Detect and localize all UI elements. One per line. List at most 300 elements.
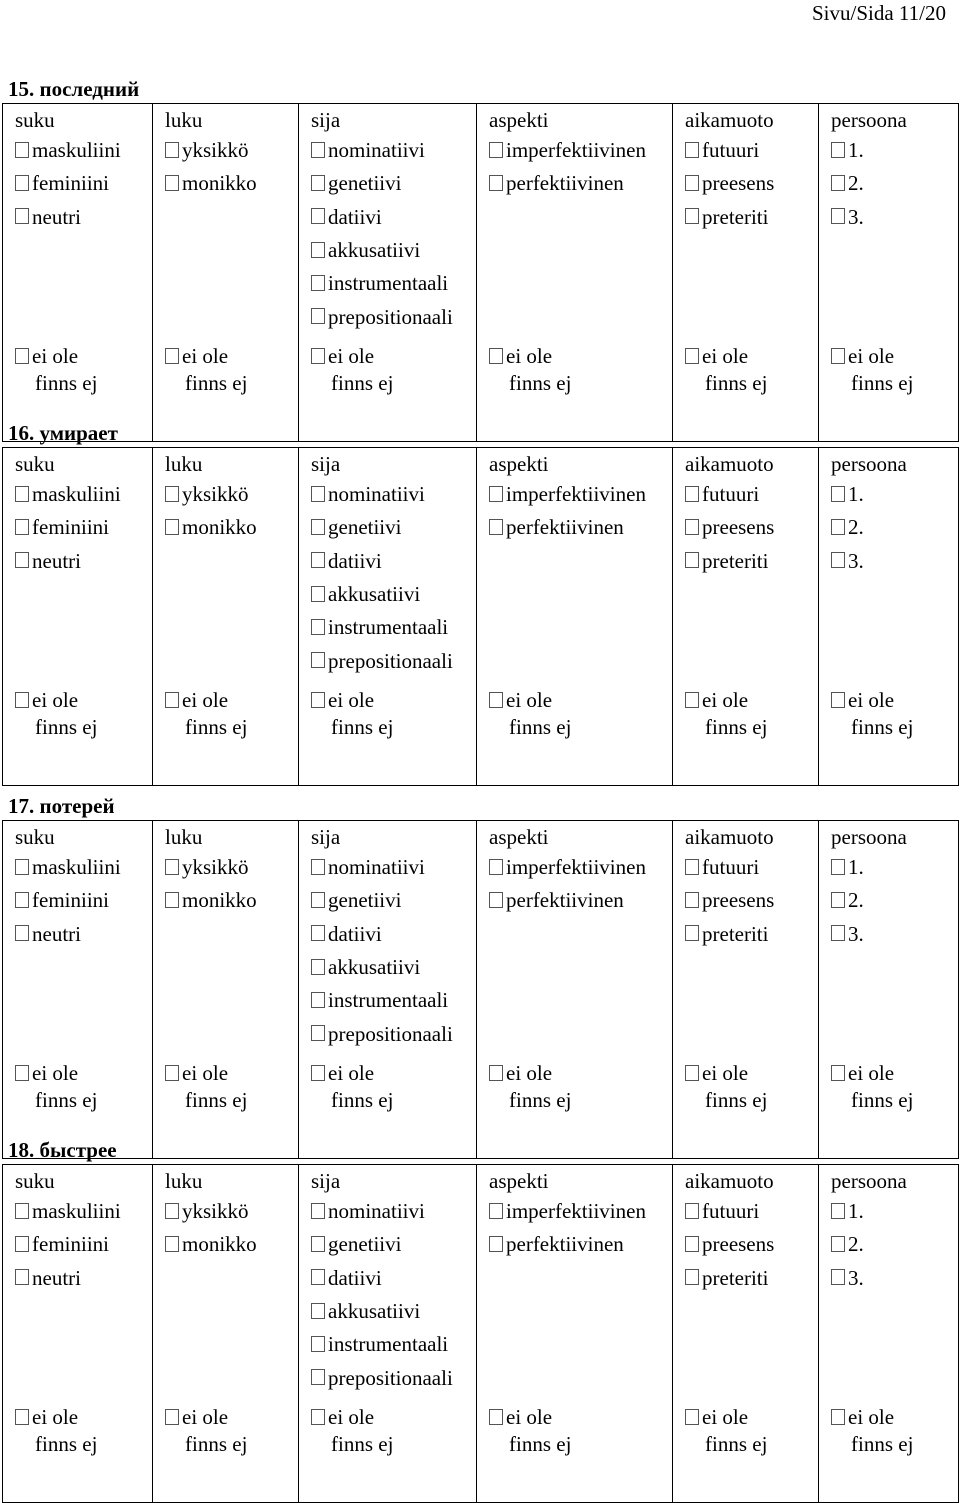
checkbox[interactable] bbox=[311, 1065, 325, 1081]
option-3[interactable] bbox=[831, 918, 958, 951]
checkbox[interactable] bbox=[165, 142, 179, 158]
not-applicable-option[interactable] bbox=[685, 1060, 767, 1114]
not-applicable-option[interactable] bbox=[831, 687, 913, 741]
checkbox[interactable] bbox=[685, 859, 699, 875]
checkbox[interactable] bbox=[311, 1336, 325, 1352]
checkbox[interactable] bbox=[165, 348, 179, 364]
checkbox[interactable] bbox=[831, 1203, 845, 1219]
not-applicable-option[interactable] bbox=[15, 343, 97, 397]
not-applicable-option[interactable] bbox=[311, 1060, 393, 1114]
not-applicable-option[interactable] bbox=[489, 687, 571, 741]
option-neutri[interactable] bbox=[15, 1262, 152, 1295]
checkbox[interactable] bbox=[165, 1409, 179, 1425]
not-applicable-label-fi: ei ole bbox=[182, 1405, 229, 1429]
option-label: nominatiivi bbox=[328, 855, 425, 880]
option-label: 1. bbox=[848, 1199, 864, 1224]
checkbox[interactable] bbox=[311, 652, 325, 668]
option-label: prepositionaali bbox=[328, 1365, 453, 1390]
option-instrumentaali[interactable] bbox=[311, 1328, 476, 1361]
option-futuuri[interactable] bbox=[685, 478, 818, 511]
checkbox[interactable] bbox=[165, 692, 179, 708]
option-neutri[interactable] bbox=[15, 545, 152, 578]
checkbox[interactable] bbox=[15, 142, 29, 158]
not-applicable-label-sv: finns ej bbox=[851, 1432, 914, 1456]
checkbox[interactable] bbox=[831, 1269, 845, 1285]
not-applicable-label-sv: finns ej bbox=[185, 1432, 248, 1456]
checkbox[interactable] bbox=[15, 486, 29, 502]
checkbox[interactable] bbox=[311, 992, 325, 1008]
option-2[interactable] bbox=[831, 1228, 958, 1261]
not-applicable-label-sv: finns ej bbox=[35, 715, 98, 739]
checkbox[interactable] bbox=[685, 348, 699, 364]
column-header: aikamuoto bbox=[685, 825, 774, 849]
option-2[interactable] bbox=[831, 884, 958, 917]
not-applicable-option[interactable] bbox=[685, 343, 767, 397]
checkbox[interactable] bbox=[685, 486, 699, 502]
option-nominatiivi[interactable] bbox=[311, 478, 476, 511]
not-applicable-option[interactable] bbox=[489, 1404, 571, 1458]
checkbox[interactable] bbox=[15, 692, 29, 708]
not-applicable-label-fi: ei ole bbox=[702, 688, 749, 712]
option-feminiini[interactable] bbox=[15, 511, 152, 544]
not-applicable-label-sv: finns ej bbox=[185, 1088, 248, 1112]
option-genetiivi[interactable] bbox=[311, 167, 476, 200]
option-label: feminiini bbox=[32, 171, 109, 196]
checkbox[interactable] bbox=[311, 308, 325, 324]
checkbox[interactable] bbox=[165, 519, 179, 535]
checkbox[interactable] bbox=[489, 519, 503, 535]
grammar-table bbox=[2, 447, 959, 786]
option-nominatiivi[interactable] bbox=[311, 134, 476, 167]
checkbox[interactable] bbox=[685, 692, 699, 708]
column-header: persoona bbox=[831, 825, 907, 849]
option-label: futuuri bbox=[702, 1199, 760, 1224]
option-3[interactable] bbox=[831, 545, 958, 578]
not-applicable-label-fi: ei ole bbox=[328, 1061, 375, 1085]
option-genetiivi[interactable] bbox=[311, 1228, 476, 1261]
not-applicable-label-sv: finns ej bbox=[705, 1088, 768, 1112]
checkbox[interactable] bbox=[685, 1409, 699, 1425]
not-applicable-label-sv: finns ej bbox=[35, 1432, 98, 1456]
checkbox[interactable] bbox=[685, 175, 699, 191]
not-applicable-label-fi: ei ole bbox=[32, 344, 79, 368]
option-label: genetiivi bbox=[328, 171, 402, 196]
option-label: yksikkö bbox=[182, 138, 249, 163]
not-applicable-label-fi: ei ole bbox=[506, 688, 553, 712]
option-akkusatiivi[interactable] bbox=[311, 1295, 476, 1328]
checkbox[interactable] bbox=[311, 242, 325, 258]
option-akkusatiivi[interactable] bbox=[311, 578, 476, 611]
not-applicable-option[interactable] bbox=[831, 343, 913, 397]
checkbox[interactable] bbox=[311, 519, 325, 535]
checkbox[interactable] bbox=[165, 859, 179, 875]
not-applicable-option[interactable] bbox=[311, 687, 393, 741]
option-futuuri[interactable] bbox=[685, 134, 818, 167]
option-label: perfektiivinen bbox=[506, 888, 624, 913]
not-applicable-label-sv: finns ej bbox=[35, 371, 98, 395]
option-preesens[interactable] bbox=[685, 884, 818, 917]
checkbox[interactable] bbox=[831, 175, 845, 191]
checkbox[interactable] bbox=[685, 1236, 699, 1252]
checkbox[interactable] bbox=[311, 859, 325, 875]
option-imperfektiivinen[interactable] bbox=[489, 134, 672, 167]
not-applicable-label-sv: finns ej bbox=[509, 1088, 572, 1112]
checkbox[interactable] bbox=[15, 892, 29, 908]
checkbox[interactable] bbox=[831, 552, 845, 568]
option-preteriti[interactable] bbox=[685, 1262, 818, 1295]
option-genetiivi[interactable] bbox=[311, 884, 476, 917]
not-applicable-option[interactable] bbox=[311, 1404, 393, 1458]
not-applicable-label-sv: finns ej bbox=[331, 715, 394, 739]
not-applicable-option[interactable] bbox=[831, 1404, 913, 1458]
not-applicable-label-fi: ei ole bbox=[848, 688, 895, 712]
checkbox[interactable] bbox=[15, 925, 29, 941]
option-datiivi[interactable] bbox=[311, 545, 476, 578]
checkbox[interactable] bbox=[489, 486, 503, 502]
checkbox[interactable] bbox=[311, 619, 325, 635]
checkbox[interactable] bbox=[489, 859, 503, 875]
not-applicable-option[interactable] bbox=[15, 1404, 97, 1458]
checkbox[interactable] bbox=[15, 1065, 29, 1081]
checkbox[interactable] bbox=[165, 1203, 179, 1219]
not-applicable-label-sv: finns ej bbox=[705, 371, 768, 395]
not-applicable-label-fi: ei ole bbox=[32, 688, 79, 712]
checkbox[interactable] bbox=[685, 142, 699, 158]
not-applicable-option[interactable] bbox=[831, 1060, 913, 1114]
checkbox[interactable] bbox=[489, 692, 503, 708]
column-header: persoona bbox=[831, 108, 907, 132]
option-preesens[interactable] bbox=[685, 167, 818, 200]
option-instrumentaali[interactable] bbox=[311, 267, 476, 300]
not-applicable-option[interactable] bbox=[165, 1060, 247, 1114]
checkbox[interactable] bbox=[685, 1203, 699, 1219]
option-futuuri[interactable] bbox=[685, 1195, 818, 1228]
not-applicable-option[interactable] bbox=[15, 1060, 97, 1114]
option-label: perfektiivinen bbox=[506, 171, 624, 196]
option-label: preteriti bbox=[702, 1265, 769, 1290]
checkbox[interactable] bbox=[489, 1236, 503, 1252]
column-aspekti bbox=[477, 448, 673, 786]
column-header: luku bbox=[165, 108, 203, 132]
option-yksikk[interactable] bbox=[165, 478, 298, 511]
checkbox[interactable] bbox=[165, 175, 179, 191]
column-luku bbox=[153, 821, 299, 1159]
option-label: instrumentaali bbox=[328, 988, 449, 1013]
checkbox[interactable] bbox=[15, 1203, 29, 1219]
checkbox[interactable] bbox=[685, 552, 699, 568]
checkbox[interactable] bbox=[15, 175, 29, 191]
option-label: yksikkö bbox=[182, 855, 249, 880]
option-imperfektiivinen[interactable] bbox=[489, 478, 672, 511]
grammar-table bbox=[2, 1164, 959, 1503]
checkbox[interactable] bbox=[311, 1369, 325, 1385]
section-title: 18. быстрее bbox=[8, 1138, 117, 1162]
option-maskuliini[interactable] bbox=[15, 134, 152, 167]
option-label: maskuliini bbox=[32, 1199, 121, 1224]
checkbox[interactable] bbox=[15, 519, 29, 535]
option-2[interactable] bbox=[831, 167, 958, 200]
checkbox[interactable] bbox=[311, 175, 325, 191]
option-label: maskuliini bbox=[32, 482, 121, 507]
checkbox[interactable] bbox=[489, 1065, 503, 1081]
section-title: 16. умирает bbox=[8, 421, 118, 445]
option-futuuri[interactable] bbox=[685, 851, 818, 884]
option-instrumentaali[interactable] bbox=[311, 611, 476, 644]
checkbox[interactable] bbox=[831, 1065, 845, 1081]
checkbox[interactable] bbox=[15, 1409, 29, 1425]
option-label: 3. bbox=[848, 921, 864, 946]
checkbox[interactable] bbox=[831, 859, 845, 875]
column-suku bbox=[3, 104, 153, 442]
checkbox[interactable] bbox=[489, 892, 503, 908]
checkbox[interactable] bbox=[311, 925, 325, 941]
not-applicable-label-fi: ei ole bbox=[328, 344, 375, 368]
checkbox[interactable] bbox=[831, 486, 845, 502]
checkbox[interactable] bbox=[15, 348, 29, 364]
option-genetiivi[interactable] bbox=[311, 511, 476, 544]
checkbox[interactable] bbox=[311, 1236, 325, 1252]
option-perfektiivinen[interactable] bbox=[489, 167, 672, 200]
option-label: yksikkö bbox=[182, 1199, 249, 1224]
option-datiivi[interactable] bbox=[311, 1262, 476, 1295]
column-header: aikamuoto bbox=[685, 452, 774, 476]
checkbox[interactable] bbox=[685, 519, 699, 535]
option-preteriti[interactable] bbox=[685, 918, 818, 951]
checkbox[interactable] bbox=[311, 348, 325, 364]
option-label: akkusatiivi bbox=[328, 955, 421, 980]
checkbox[interactable] bbox=[831, 692, 845, 708]
checkbox[interactable] bbox=[311, 1409, 325, 1425]
option-label: 3. bbox=[848, 204, 864, 229]
option-datiivi[interactable] bbox=[311, 918, 476, 951]
option-label: akkusatiivi bbox=[328, 1299, 421, 1324]
column-header: aspekti bbox=[489, 452, 549, 476]
option-label: futuuri bbox=[702, 482, 760, 507]
checkbox[interactable] bbox=[311, 486, 325, 502]
option-nominatiivi[interactable] bbox=[311, 1195, 476, 1228]
column-aikamuoto bbox=[673, 821, 819, 1159]
option-perfektiivinen[interactable] bbox=[489, 884, 672, 917]
option-label: genetiivi bbox=[328, 888, 402, 913]
checkbox[interactable] bbox=[15, 1269, 29, 1285]
column-sija bbox=[299, 448, 477, 786]
not-applicable-option[interactable] bbox=[489, 1060, 571, 1114]
option-label: datiivi bbox=[328, 921, 382, 946]
column-persoona bbox=[819, 448, 959, 786]
option-monikko[interactable] bbox=[165, 511, 298, 544]
column-header: suku bbox=[15, 1169, 55, 1193]
grammar-table bbox=[2, 103, 959, 442]
section-title: 17. потерей bbox=[8, 794, 115, 818]
option-label: datiivi bbox=[328, 1265, 382, 1290]
option-nominatiivi[interactable] bbox=[311, 851, 476, 884]
checkbox[interactable] bbox=[831, 208, 845, 224]
option-label: preteriti bbox=[702, 548, 769, 573]
checkbox[interactable] bbox=[311, 208, 325, 224]
not-applicable-label-sv: finns ej bbox=[851, 715, 914, 739]
checkbox[interactable] bbox=[831, 142, 845, 158]
column-aspekti bbox=[477, 821, 673, 1159]
checkbox[interactable] bbox=[489, 1203, 503, 1219]
checkbox[interactable] bbox=[165, 1236, 179, 1252]
option-label: preesens bbox=[702, 515, 775, 540]
not-applicable-option[interactable] bbox=[165, 343, 247, 397]
not-applicable-label-fi: ei ole bbox=[182, 688, 229, 712]
checkbox[interactable] bbox=[831, 925, 845, 941]
not-applicable-label-fi: ei ole bbox=[182, 344, 229, 368]
not-applicable-label-fi: ei ole bbox=[328, 688, 375, 712]
checkbox[interactable] bbox=[489, 142, 503, 158]
option-label: 1. bbox=[848, 138, 864, 163]
checkbox[interactable] bbox=[15, 1236, 29, 1252]
option-label: preteriti bbox=[702, 921, 769, 946]
checkbox[interactable] bbox=[165, 486, 179, 502]
not-applicable-option[interactable] bbox=[489, 343, 571, 397]
option-label: perfektiivinen bbox=[506, 515, 624, 540]
column-header: aspekti bbox=[489, 825, 549, 849]
column-header: aikamuoto bbox=[685, 1169, 774, 1193]
not-applicable-option[interactable] bbox=[311, 343, 393, 397]
option-preteriti[interactable] bbox=[685, 545, 818, 578]
checkbox[interactable] bbox=[831, 892, 845, 908]
option-preesens[interactable] bbox=[685, 511, 818, 544]
option-preteriti[interactable] bbox=[685, 201, 818, 234]
option-maskuliini[interactable] bbox=[15, 851, 152, 884]
not-applicable-label-sv: finns ej bbox=[331, 1432, 394, 1456]
not-applicable-option[interactable] bbox=[15, 687, 97, 741]
checkbox[interactable] bbox=[311, 1269, 325, 1285]
checkbox[interactable] bbox=[685, 1269, 699, 1285]
option-feminiini[interactable] bbox=[15, 167, 152, 200]
option-label: datiivi bbox=[328, 548, 382, 573]
not-applicable-label-fi: ei ole bbox=[32, 1061, 79, 1085]
option-label: imperfektiivinen bbox=[506, 855, 646, 880]
checkbox[interactable] bbox=[165, 892, 179, 908]
section-title: 15. последний bbox=[8, 77, 140, 101]
option-1[interactable] bbox=[831, 134, 958, 167]
option-label: prepositionaali bbox=[328, 648, 453, 673]
column-header: luku bbox=[165, 452, 203, 476]
option-imperfektiivinen[interactable] bbox=[489, 1195, 672, 1228]
column-luku bbox=[153, 448, 299, 786]
not-applicable-option[interactable] bbox=[165, 1404, 247, 1458]
option-maskuliini[interactable] bbox=[15, 1195, 152, 1228]
column-header: persoona bbox=[831, 1169, 907, 1193]
option-yksikk[interactable] bbox=[165, 1195, 298, 1228]
option-yksikk[interactable] bbox=[165, 134, 298, 167]
option-2[interactable] bbox=[831, 511, 958, 544]
option-monikko[interactable] bbox=[165, 1228, 298, 1261]
option-label: prepositionaali bbox=[328, 1021, 453, 1046]
option-label: maskuliini bbox=[32, 138, 121, 163]
checkbox[interactable] bbox=[831, 1236, 845, 1252]
not-applicable-label-fi: ei ole bbox=[702, 1061, 749, 1085]
checkbox[interactable] bbox=[489, 348, 503, 364]
option-3[interactable] bbox=[831, 1262, 958, 1295]
option-akkusatiivi[interactable] bbox=[311, 234, 476, 267]
not-applicable-label-fi: ei ole bbox=[182, 1061, 229, 1085]
option-monikko[interactable] bbox=[165, 884, 298, 917]
checkbox[interactable] bbox=[311, 1303, 325, 1319]
checkbox[interactable] bbox=[685, 892, 699, 908]
checkbox[interactable] bbox=[311, 892, 325, 908]
option-label: 2. bbox=[848, 171, 864, 196]
not-applicable-option[interactable] bbox=[685, 687, 767, 741]
checkbox[interactable] bbox=[311, 142, 325, 158]
not-applicable-label-sv: finns ej bbox=[35, 1088, 98, 1112]
option-1[interactable] bbox=[831, 1195, 958, 1228]
option-1[interactable] bbox=[831, 851, 958, 884]
checkbox[interactable] bbox=[685, 1065, 699, 1081]
checkbox[interactable] bbox=[311, 959, 325, 975]
checkbox[interactable] bbox=[489, 1409, 503, 1425]
checkbox[interactable] bbox=[831, 1409, 845, 1425]
option-label: instrumentaali bbox=[328, 271, 449, 296]
option-maskuliini[interactable] bbox=[15, 478, 152, 511]
option-imperfektiivinen[interactable] bbox=[489, 851, 672, 884]
column-luku bbox=[153, 104, 299, 442]
option-prepositionaali[interactable] bbox=[311, 300, 476, 333]
checkbox[interactable] bbox=[15, 208, 29, 224]
not-applicable-option[interactable] bbox=[685, 1404, 767, 1458]
checkbox[interactable] bbox=[831, 519, 845, 535]
checkbox[interactable] bbox=[311, 1203, 325, 1219]
not-applicable-label-sv: finns ej bbox=[185, 371, 248, 395]
checkbox[interactable] bbox=[311, 552, 325, 568]
option-prepositionaali[interactable] bbox=[311, 1017, 476, 1050]
option-1[interactable] bbox=[831, 478, 958, 511]
option-label: genetiivi bbox=[328, 515, 402, 540]
option-neutri[interactable] bbox=[15, 918, 152, 951]
checkbox[interactable] bbox=[311, 692, 325, 708]
option-instrumentaali[interactable] bbox=[311, 984, 476, 1017]
option-feminiini[interactable] bbox=[15, 1228, 152, 1261]
not-applicable-label-sv: finns ej bbox=[509, 1432, 572, 1456]
option-datiivi[interactable] bbox=[311, 201, 476, 234]
option-label: akkusatiivi bbox=[328, 582, 421, 607]
checkbox[interactable] bbox=[311, 275, 325, 291]
checkbox[interactable] bbox=[15, 859, 29, 875]
checkbox[interactable] bbox=[685, 925, 699, 941]
option-monikko[interactable] bbox=[165, 167, 298, 200]
option-label: imperfektiivinen bbox=[506, 482, 646, 507]
option-prepositionaali[interactable] bbox=[311, 1361, 476, 1394]
option-prepositionaali[interactable] bbox=[311, 644, 476, 677]
option-yksikk[interactable] bbox=[165, 851, 298, 884]
checkbox[interactable] bbox=[685, 208, 699, 224]
column-header: aikamuoto bbox=[685, 108, 774, 132]
option-3[interactable] bbox=[831, 201, 958, 234]
checkbox[interactable] bbox=[165, 1065, 179, 1081]
checkbox[interactable] bbox=[311, 1025, 325, 1041]
not-applicable-label-sv: finns ej bbox=[509, 371, 572, 395]
checkbox[interactable] bbox=[831, 348, 845, 364]
option-neutri[interactable] bbox=[15, 201, 152, 234]
option-perfektiivinen[interactable] bbox=[489, 511, 672, 544]
not-applicable-option[interactable] bbox=[165, 687, 247, 741]
checkbox[interactable] bbox=[311, 586, 325, 602]
not-applicable-label-fi: ei ole bbox=[702, 1405, 749, 1429]
checkbox[interactable] bbox=[15, 552, 29, 568]
checkbox[interactable] bbox=[489, 175, 503, 191]
option-perfektiivinen[interactable] bbox=[489, 1228, 672, 1261]
option-preesens[interactable] bbox=[685, 1228, 818, 1261]
not-applicable-label-sv: finns ej bbox=[331, 1088, 394, 1112]
not-applicable-label-fi: ei ole bbox=[32, 1405, 79, 1429]
option-akkusatiivi[interactable] bbox=[311, 951, 476, 984]
option-label: neutri bbox=[32, 921, 81, 946]
option-feminiini[interactable] bbox=[15, 884, 152, 917]
